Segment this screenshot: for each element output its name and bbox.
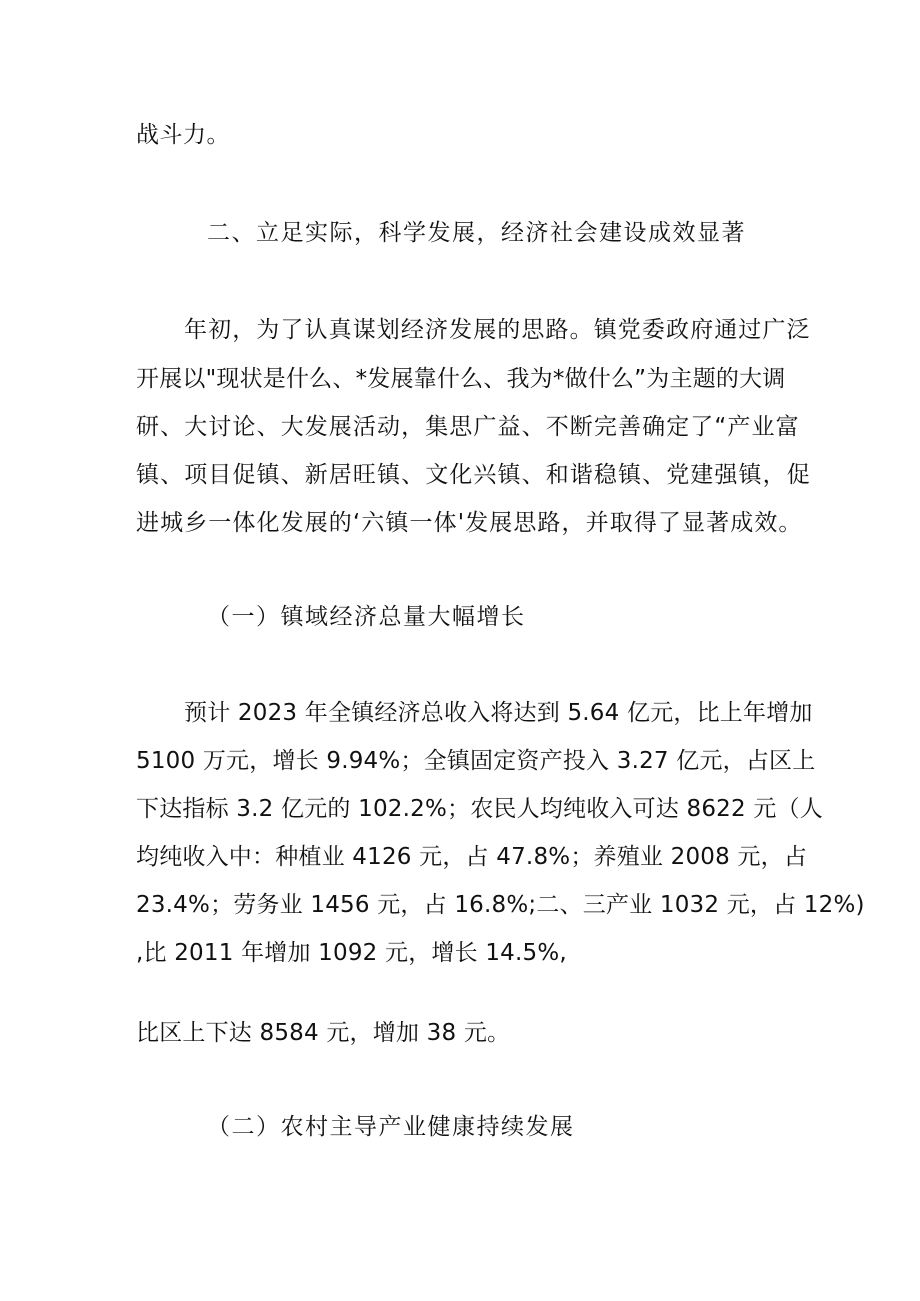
paragraph-line: ,比 2011 年增加 1092 元，增长 14.5%, — [136, 940, 567, 966]
paragraph-line: 23.4%；劳务业 1456 元，占 16.8%;二、三产业 1032 元，占 12%) — [136, 892, 865, 918]
paragraph-line: 下达指标 3.2 亿元的 102.2%；农民人均纯收入可达 8622 元（人 — [136, 796, 823, 822]
paragraph-line: 比区上下达 8584 元，增加 38 元。 — [136, 1020, 511, 1046]
paragraph-line: 开展以"现状是什么、*发展靠什么、我为*做什么”为主题的大调 — [136, 366, 786, 392]
text-line: 战斗力。 — [136, 122, 230, 148]
subsection-heading: （二）农村主导产业健康持续发展 — [207, 1114, 575, 1140]
section-heading: 二、立足实际，科学发展，经济社会建设成效显著 — [207, 220, 746, 246]
paragraph-line: 进城乡一体化发展的‘六镇一体'发展思路，并取得了显著成效。 — [136, 510, 803, 536]
paragraph-line: 5100 万元，增长 9.94%；全镇固定资产投入 3.27 亿元，占区上 — [136, 748, 816, 774]
paragraph-line: 年初，为了认真谋划经济发展的思路。镇党委政府通过广泛 — [184, 317, 811, 343]
subsection-heading: （一）镇域经济总量大幅增长 — [207, 604, 526, 630]
paragraph-line: 研、大讨论、大发展活动，集思广益、不断完善确定了“产业富 — [136, 414, 800, 440]
paragraph-line: 镇、项目促镇、新居旺镇、文化兴镇、和谐稳镇、党建强镇，促 — [136, 462, 811, 488]
paragraph-line: 均纯收入中：种植业 4126 元，占 47.8%；养殖业 2008 元，占 — [136, 844, 808, 870]
paragraph-line: 预计 2023 年全镇经济总收入将达到 5.64 亿元，比上年增加 — [184, 700, 813, 726]
